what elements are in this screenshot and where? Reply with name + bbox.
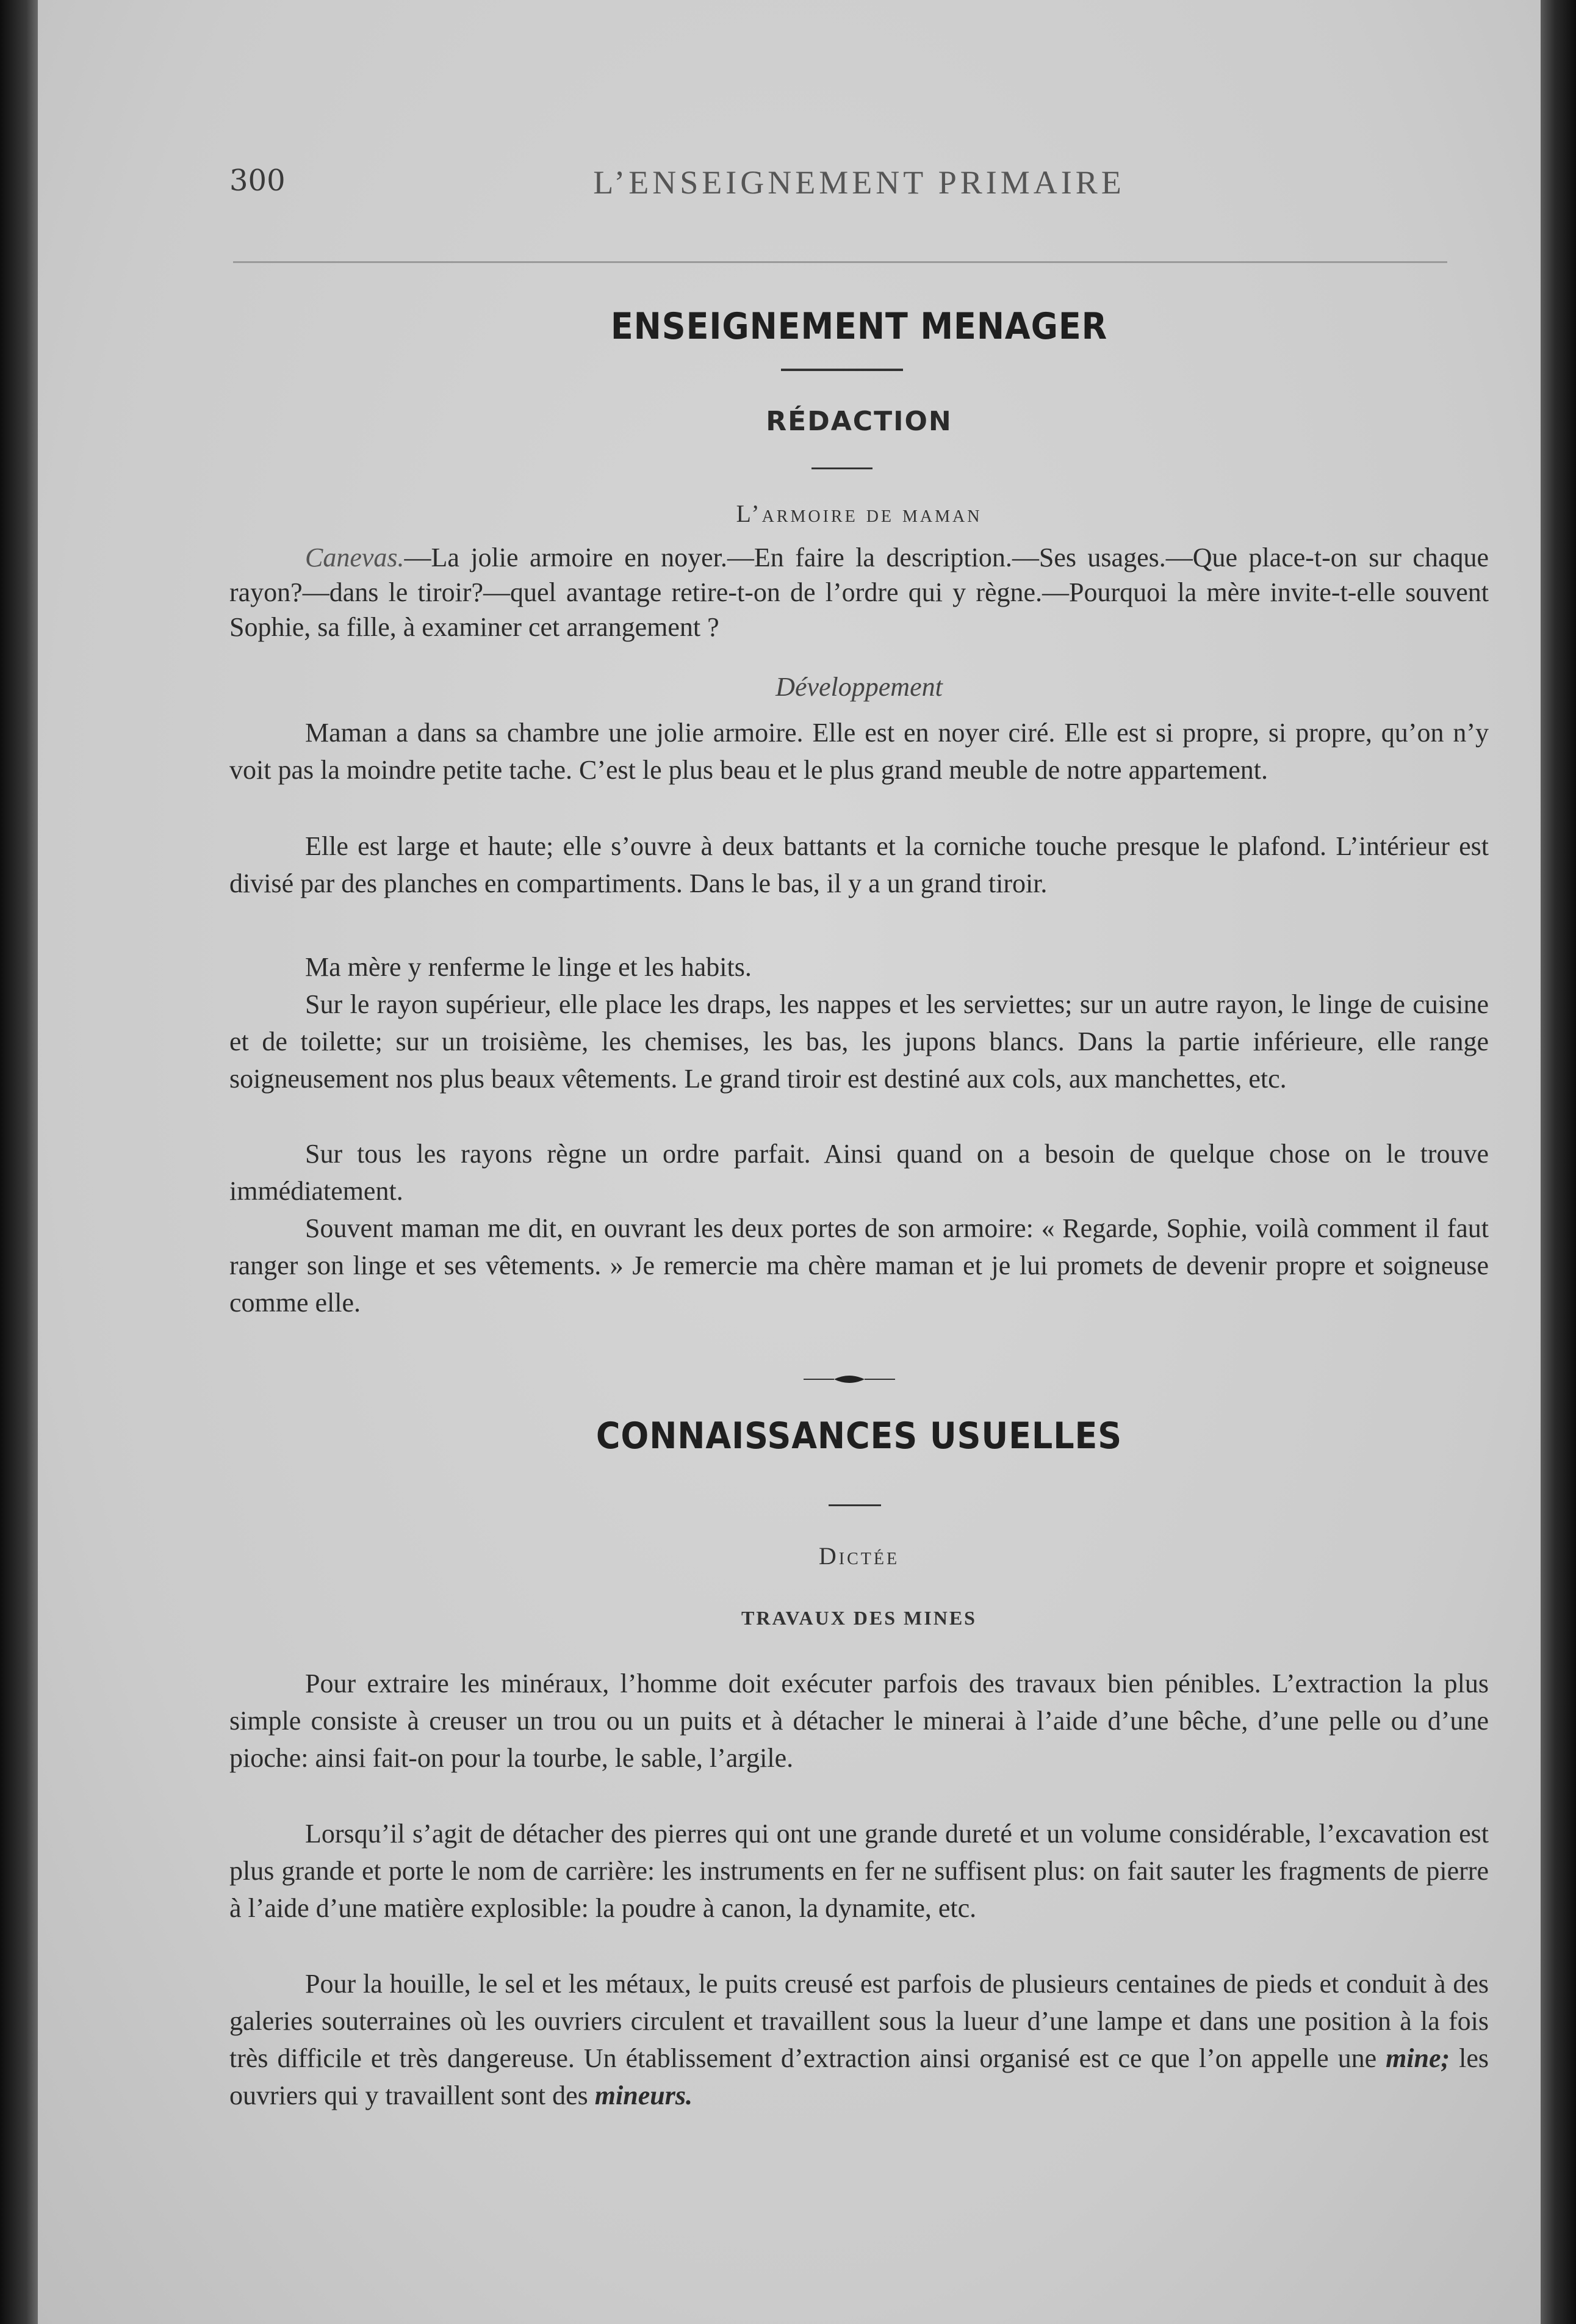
running-head (229, 164, 1489, 206)
title-rule (781, 369, 903, 371)
journal-title: L’ENSEIGNEMENT PRIMAIRE (593, 164, 1125, 201)
scan-right-edge (1541, 0, 1576, 2324)
fleuron-ornament (801, 1370, 898, 1388)
mines-text-b: les ouvriers qui y travaillent sont des (229, 2043, 1489, 2110)
subtitle-rule (811, 467, 873, 469)
page-number: 300 (229, 164, 286, 198)
book-page (38, 0, 1541, 2324)
section-title-menager: ENSEIGNEMENT MENAGER (610, 305, 1108, 348)
developpement-label: Développement (775, 672, 943, 702)
usuelles-paragraph-2: Lorsqu’il s’agit de détacher des pierres qui ont une grande dureté et un volume considérable, l’excavation est plus grande et porte le nom de carrière: les instruments en fer ne suffisent plus: on fait sauter les fragments de pierre à l’aide d’une matière explosible: la poudre à canon, la dynamite, etc. (229, 1819, 1489, 1923)
header-rule (233, 261, 1447, 263)
subtitle-redaction: RÉDACTION (766, 406, 952, 437)
menager-paragraph-6: Souvent maman me dit, en ouvrant les deux portes de son armoire: « Regarde, Sophie, voilà comment il faut ranger son linge et ses vêtements. » Je remercie ma chère maman et je lui promets de devenir propre et soigneuse comme elle. (229, 1213, 1489, 1318)
menager-paragraph-3: Ma mère y renferme le linge et les habits. (305, 952, 752, 982)
menager-paragraph-1: Maman a dans sa chambre une jolie armoire. Elle est en noyer ciré. Elle est si propre, si propre, qu’on n’y voit pas la moindre petite tache. C’est le plus beau et le plus grand meuble de notre appartement. (229, 718, 1489, 785)
menager-paragraph-2: Elle est large et haute; elle s’ouvre à deux battants et la corniche touche presque le plafond. L’intérieur est divisé par des planches en compartiments. Dans le bas, il y a un grand tiroir. (229, 831, 1489, 898)
usuelles-paragraph-3 (229, 1965, 1489, 2114)
menager-paragraph-5: Sur tous les rayons règne un ordre parfait. Ainsi quand on a besoin de quelque chose on le trouve immédiatement. (229, 1139, 1489, 1206)
section-title-usuelles: CONNAISSANCES USUELLES (595, 1415, 1123, 1457)
topic-armoire: L’armoire de maman (736, 500, 982, 527)
scan-left-edge (0, 0, 38, 2324)
usuelles-title-rule (829, 1504, 881, 1506)
mines-text-a: Pour la houille, le sel et les métaux, le puits creusé est parfois de plusieurs centaines de pieds et conduit à des galeries souterraines où les ouvriers circulent et travaillent sous la lueur d’une lampe et dans une position à la fois très difficile et très dangereuse. Un établissement d’extraction ainsi organisé est ce que l’on appelle une (229, 1969, 1489, 2073)
canevas-text: —La jolie armoire en noyer.—En faire la description.—Ses usages.—Que place-t-on sur chaque rayon?—dans le tiroir?—quel avantage retire-t-on de l’ordre qui y règne.—Pourquoi la mère invite-t-elle souvent Sophie, sa fille, à examiner cet arrangement ? (229, 543, 1489, 642)
canevas-label: Canevas. (305, 543, 405, 572)
term-mineurs: mineurs. (594, 2080, 693, 2110)
topic-mines: TRAVAUX DES MINES (741, 1607, 977, 1629)
usuelles-paragraph-1: Pour extraire les minéraux, l’homme doit exécuter parfois des travaux bien pénibles. L’extraction la plus simple consiste à creuser un trou ou un puits et à détacher le minerai à l’aide d’une bêche, d’une pelle ou d’une pioche: ainsi fait-on pour la tourbe, le sable, l’argile. (229, 1669, 1489, 1773)
menager-paragraph-4: Sur le rayon supérieur, elle place les draps, les nappes et les serviettes; sur un autre rayon, le linge de cuisine et de toilette; sur un troisième, les chemises, les bas, les jupons blancs. Dans la partie inférieure, elle range soigneusement nos plus beaux vêtements. Le grand tiroir est destiné aux cols, aux manchettes, etc. (229, 989, 1489, 1094)
subtitle-dictee: Dictée (818, 1542, 900, 1570)
developpement-heading (229, 671, 1489, 702)
canevas-paragraph (229, 540, 1489, 644)
term-mine: mine; (1386, 2043, 1450, 2073)
